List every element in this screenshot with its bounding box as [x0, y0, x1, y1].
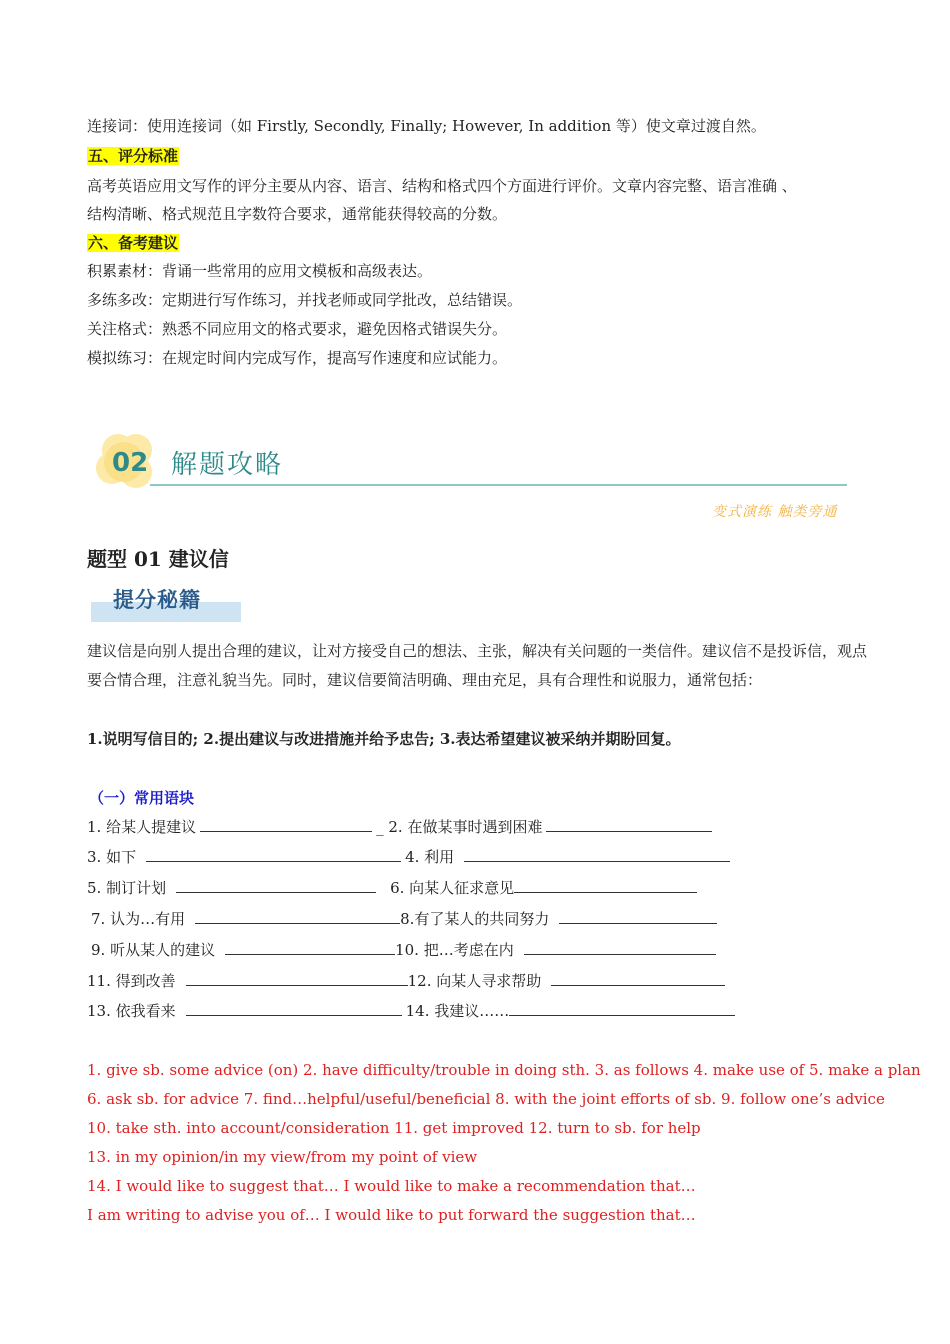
prep-tip: 关注格式：熟悉不同应用文的格式要求，避免因格式错误失分。	[87, 320, 508, 338]
answer-line: I am writing to advise you of… I would like to put forward the suggestion that…	[87, 1206, 696, 1224]
chunk-item: 10. 把…考虑在内	[395, 941, 514, 959]
answer-blank[interactable]	[146, 847, 401, 862]
chunk-row: 1. 给某人提建议 _ 2. 在做某事时遇到困难	[87, 817, 716, 837]
chunk-item: 14. 我建议……	[405, 1002, 510, 1020]
prep-tip: 积累素材：背诵一些常用的应用文模板和高级表达。	[87, 262, 433, 280]
answer-line: 1. give sb. some advice (on) 2. have difficulty/trouble in doing sth. 3. as follows 4. make use of 5. make a plan	[87, 1061, 921, 1079]
answer-blank[interactable]	[186, 971, 408, 986]
heading-prep-label: 六、备考建议	[88, 234, 179, 252]
chunk-row	[91, 940, 720, 960]
chunk-row	[87, 971, 729, 991]
answer-blank[interactable]	[464, 847, 730, 862]
answer-blank[interactable]	[509, 1001, 735, 1016]
prep-tip: 模拟练习：在规定时间内完成写作，提高写作速度和应试能力。	[87, 349, 508, 367]
chunk-item: 6. 向某人征求意见	[390, 879, 515, 897]
answer-blank[interactable]	[195, 909, 400, 924]
chunk-item: 1. 给某人提建议	[87, 818, 197, 836]
chunk-row	[87, 847, 734, 867]
tips-badge	[91, 584, 241, 624]
chunk-item: 7. 认为…有用	[91, 910, 186, 928]
answer-line: 10. take sth. into account/consideration 11. get improved 12. turn to sb. for help	[87, 1119, 701, 1137]
section-subtitle: 变式演练 触类旁通	[712, 504, 838, 520]
answer-blank[interactable]	[551, 971, 725, 986]
answer-blank[interactable]	[559, 909, 717, 924]
tips-badge-label: 提分秘籍	[113, 588, 201, 612]
heading-scoring-label: 五、评分标准	[88, 147, 179, 165]
intro-paragraph: 建议信是向别人提出合理的建议，让对方接受自己的想法、主张，解决有关问题的一类信件。建议信不是投诉信，观点要合情合理，注意礼貌当先。同时，建议信要简洁明确、理由充足，具有合理性和说服力，通常包括：	[87, 642, 868, 689]
heading-scoring	[87, 146, 179, 166]
chunk-row	[91, 909, 721, 929]
scoring-text-1: 高考英语应用文写作的评分主要从内容、语言、结构和格式四个方面进行评价。文章内容完整、语言准确 、	[87, 177, 797, 195]
section-divider	[150, 484, 847, 486]
chunk-item: 8.有了某人的共同努力	[400, 910, 550, 928]
answer-blank[interactable]	[524, 940, 716, 955]
heading-prep	[87, 233, 179, 253]
type-title: 题型 01 建议信	[87, 547, 229, 571]
section-title: 解题攻略	[171, 450, 284, 480]
chunk-item: 9. 听从某人的建议	[91, 941, 216, 959]
chunk-row	[87, 1001, 739, 1021]
chunk-item: 5. 制订计划	[87, 879, 167, 897]
answer-line: 14. I would like to suggest that… I would like to make a recommendation that…	[87, 1177, 696, 1195]
chunk-row	[87, 878, 701, 898]
answer-blank[interactable]	[186, 1001, 402, 1016]
answer-blank[interactable]	[225, 940, 395, 955]
prep-tip: 多练多改：定期进行写作练习，并找老师或同学批改，总结错误。	[87, 291, 523, 309]
answer-blank[interactable]	[514, 878, 697, 893]
answer-blank[interactable]	[176, 878, 376, 893]
chunk-item: 12. 向某人寻求帮助	[407, 972, 542, 990]
answer-blank[interactable]	[200, 817, 372, 832]
chunk-item: 4. 利用	[405, 848, 455, 866]
section-number: 02	[112, 448, 149, 478]
answer-line: 6. ask sb. for advice 7. find…helpful/useful/beneficial 8. with the joint efforts of sb. 9. follow one’s advice	[87, 1090, 885, 1108]
chunk-item: 11. 得到改善	[87, 972, 176, 990]
chunk-item: 13. 依我看来	[87, 1002, 176, 1020]
chunk-item: 2. 在做某事时遇到困难	[388, 818, 543, 836]
intro-bold: 1.说明写信目的; 2.提出建议与改进措施并给予忠告; 3.表达希望建议被采纳并期盼回复。	[87, 730, 681, 748]
chunks-heading: （一）常用语块	[89, 789, 195, 807]
connectors-line: 连接词：使用连接词（如 Firstly, Secondly, Finally; However, In addition 等）使文章过渡自然。	[87, 117, 766, 135]
answer-line: 13. in my opinion/in my view/from my point of view	[87, 1148, 478, 1166]
chunk-item: 3. 如下	[87, 848, 137, 866]
scoring-text-2: 结构清晰、格式规范且字数符合要求，通常能获得较高的分数。	[87, 205, 508, 223]
answer-blank[interactable]	[546, 817, 712, 832]
